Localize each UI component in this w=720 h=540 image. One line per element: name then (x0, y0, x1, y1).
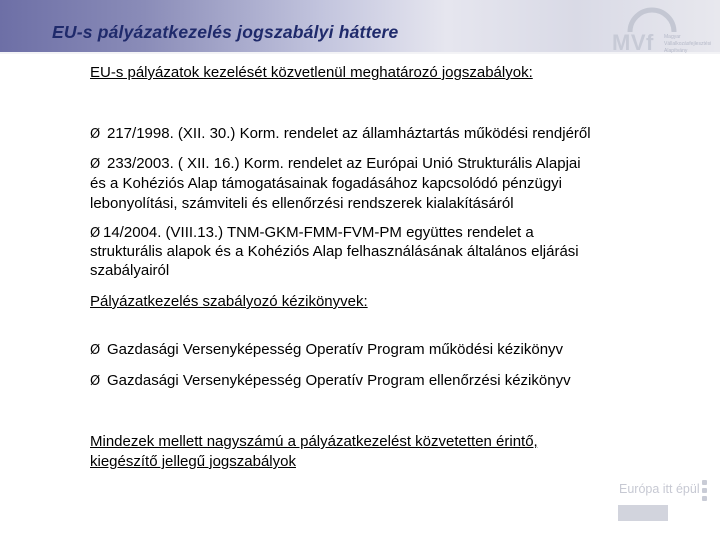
list-item-regulation-1 (90, 125, 591, 144)
list-item-text: 14/2004. (VIII.13.) TNM-GKM-FMM-FVM-PM együttes rendelet a (103, 224, 534, 241)
europa-logo-box (618, 505, 668, 521)
slide-title: EU-s pályázatkezelés jogszabályi háttere (52, 22, 399, 42)
europa-logo-text: Európa itt épül (619, 482, 700, 496)
list-item-handbook-1 (90, 341, 563, 360)
list-item-text-continued: szabályairól (90, 262, 170, 279)
mvf-logo-subline-2: Vállalkozásfejlesztési (664, 41, 712, 47)
list-item-handbook-2 (90, 372, 571, 391)
list-item-text-continued: és a Kohéziós Alap támogatásainak fogadásához kapcsolódó pénzügyi (90, 175, 562, 192)
arrow-bullet-icon: Ø (90, 343, 101, 358)
europa-dots-icon (702, 480, 710, 506)
list-item-text: Gazdasági Versenyképesség Operatív Program működési kézikönyv (107, 341, 564, 358)
list-item-text-continued: lebonyolítási, számviteli és ellenőrzési rendszerek kialakításáról (90, 195, 514, 212)
mvf-logo (598, 4, 714, 58)
list-item-text: 233/2003. ( XII. 16.) Korm. rendelet az Európai Unió Strukturális Alapjai (107, 155, 581, 172)
list-item-text: Gazdasági Versenyképesség Operatív Program ellenőrzési kézikönyv (107, 372, 571, 389)
closing-note-line-2: kiegészítő jellegű jogszabályok (90, 453, 296, 470)
arrow-bullet-icon: Ø (90, 157, 101, 172)
arrow-bullet-icon: Ø (90, 374, 101, 389)
europa-logo (614, 478, 714, 534)
mvf-logo-subline-1: Magyar (664, 34, 681, 40)
mvf-logo-letters: MVf (612, 30, 654, 55)
closing-note-line-1: Mindezek mellett nagyszámú a pályázatkezelést közvetetten érintő, (90, 433, 538, 450)
list-item-text: 217/1998. (XII. 30.) Korm. rendelet az államháztartás működési rendjéről (107, 125, 591, 142)
arrow-bullet-icon: Ø (90, 226, 101, 241)
mvf-logo-subline-3: Alapítvány (664, 48, 688, 54)
heading-direct-regulations: EU-s pályázatok kezelését közvetlenül meghatározó jogszabályok: (90, 64, 533, 81)
arrow-bullet-icon: Ø (90, 127, 101, 142)
heading-handbooks: Pályázatkezelés szabályozó kézikönyvek: (90, 293, 368, 310)
list-item-text-continued: strukturális alapok és a Kohéziós Alap felhasználásának általános eljárási (90, 243, 579, 260)
